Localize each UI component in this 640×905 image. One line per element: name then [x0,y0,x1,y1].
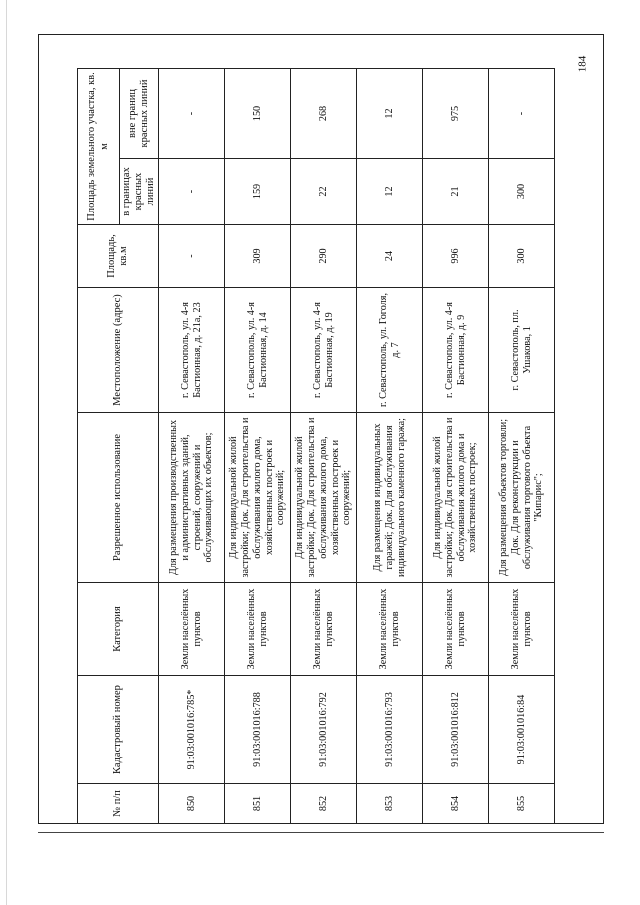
cell-permitted-use: Для размещения производственных и административных зданий, строений, сооружений и обслуживающих их объектов; [159,413,225,583]
header-outside-red-lines: вне границ красных линий [120,68,159,158]
cell-permitted-use: Для размещения объектов торговли; Док. Для реконструкции и обслуживания торгового объекта "Кипарис"; [489,413,555,583]
table-row [357,68,423,823]
table-row [489,68,555,823]
cell-category: Земли населённых пунктов [159,583,225,676]
cell-within-red-lines: 12 [357,159,423,225]
footer-rule [38,832,604,833]
cell-cadastral: 91:03:001016:84 [489,676,555,784]
cell-outside-red-lines: 268 [291,68,357,158]
cell-cadastral: 91:03:001016:793 [357,676,423,784]
cell-category: Земли населённых пунктов [423,583,489,676]
cell-num: 855 [489,784,555,824]
cell-area: 996 [423,225,489,288]
header-permitted-use: Разрешенное использование [78,413,159,583]
table-row [291,68,357,823]
cell-area: 300 [489,225,555,288]
cell-location: г. Севастополь, пл. Ушакова, 1 [489,288,555,413]
scan-edge [6,0,7,905]
cell-category: Земли населённых пунктов [357,583,423,676]
table-row [423,68,489,823]
cell-num: 850 [159,784,225,824]
cell-within-red-lines: - [159,159,225,225]
cell-permitted-use: Для индивидуальной жилой застройки; Док. Для строительства и обслуживания жилого дома и хозяйственных построек; [423,413,489,583]
cell-num: 851 [225,784,291,824]
cell-area: 309 [225,225,291,288]
cell-location: г. Севастополь, ул. 4-я Бастионная, д. 19 [291,288,357,413]
cell-within-red-lines: 300 [489,159,555,225]
header-category: Категория [78,583,159,676]
cell-cadastral: 91:03:001016:792 [291,676,357,784]
header-land-area: Площадь земельного участка, кв. м [78,68,120,224]
cell-location: г. Севастополь, ул. 4-я Бастионная, д. 14 [225,288,291,413]
cell-category: Земли населённых пунктов [225,583,291,676]
cell-within-red-lines: 22 [291,159,357,225]
cell-outside-red-lines: 150 [225,68,291,158]
rotated-table-wrapper [77,69,552,824]
cell-outside-red-lines: 975 [423,68,489,158]
cell-category: Земли населённых пунктов [489,583,555,676]
cell-permitted-use: Для индивидуальной жилой застройки; Док. Для строительства и обслуживания жилого дома, хозяйственных построек и сооружений; [225,413,291,583]
cell-cadastral: 91:03:001016:812 [423,676,489,784]
cell-cadastral: 91:03:001016:785* [159,676,225,784]
cell-num: 853 [357,784,423,824]
cell-within-red-lines: 159 [225,159,291,225]
table-row [159,68,225,823]
header-num: № п/п [78,784,159,824]
cell-within-red-lines: 21 [423,159,489,225]
header-area: Площадь, кв.м [78,225,159,288]
cell-cadastral: 91:03:001016:788 [225,676,291,784]
cell-area: 290 [291,225,357,288]
cell-area: - [159,225,225,288]
header-location: Местоположение (адрес) [78,288,159,413]
cell-outside-red-lines: - [489,68,555,158]
cell-area: 24 [357,225,423,288]
cell-num: 852 [291,784,357,824]
cell-category: Земли населённых пунктов [291,583,357,676]
table-row [225,68,291,823]
cell-permitted-use: Для размещения индивидуальных гаражей; Док. Для обслуживания индивидуального каменного гаража; [357,413,423,583]
header-cadastral: Кадастровый номер [78,676,159,784]
page-number [570,52,594,76]
header-row [78,68,120,823]
cell-outside-red-lines: - [159,68,225,158]
header-within-red-lines: в границах красных линий [120,159,159,225]
page-number-text: 184 [576,55,588,73]
cell-num: 854 [423,784,489,824]
cell-outside-red-lines: 12 [357,68,423,158]
land-registry-table [77,68,555,824]
cell-permitted-use: Для индивидуальной жилой застройки; Док. Для строительства и обслуживания жилого дома, хозяйственных построек и сооружений; [291,413,357,583]
cell-location: г. Севастополь, ул. 4-я Бастионная, д. 9 [423,288,489,413]
cell-location: г. Севастополь, ул. 4-я Бастионная, д. 21а, 23 [159,288,225,413]
cell-location: г. Севастополь, ул. Гоголя, д. 7 [357,288,423,413]
